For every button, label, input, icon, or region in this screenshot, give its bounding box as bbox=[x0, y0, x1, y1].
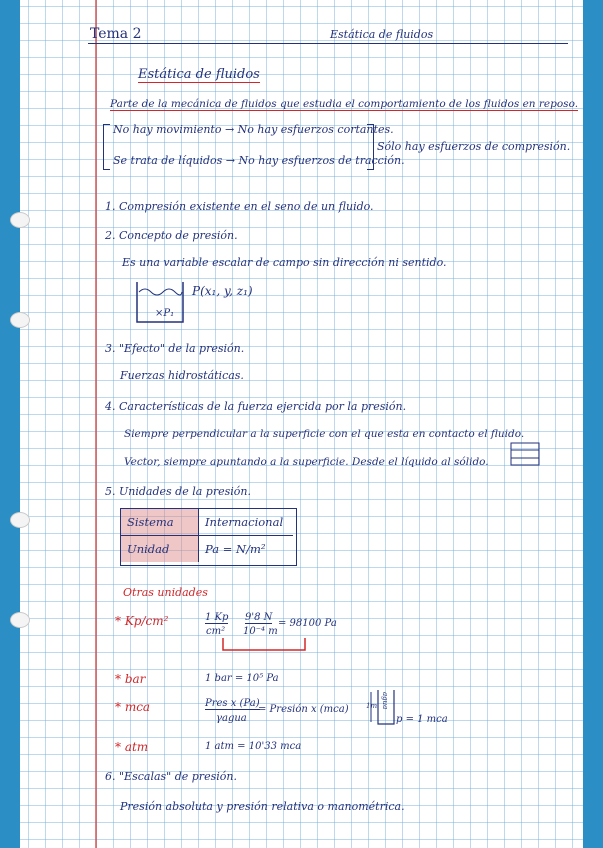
mca-numerator: Pres x (Pa) bbox=[205, 698, 260, 709]
item-1: 1. Compresión existente en el seno de un fluido. bbox=[105, 200, 374, 213]
point-label: ×P₁ bbox=[155, 308, 175, 319]
unit-bar-label: * bar bbox=[115, 672, 146, 686]
item-5: 5. Unidades de la presión. bbox=[105, 485, 251, 498]
item-2-text: Es una variable escalar de campo sin dirección ni sentido. bbox=[122, 256, 447, 269]
kp-newton-numerator: 9'8 N bbox=[245, 612, 273, 623]
item-6: 6. "Escalas" de presión. bbox=[105, 770, 237, 783]
item-4-text-1: Siempre perpendicular a la superficie con el que esta en contacto el fluido. bbox=[124, 428, 525, 440]
item-3: 3. "Efecto" de la presión. bbox=[105, 342, 245, 355]
kp-newton-denominator: 10⁻⁴ m bbox=[243, 626, 278, 637]
subject-label: Estática de fluidos bbox=[330, 28, 434, 41]
table-cell: Internacional bbox=[199, 509, 293, 536]
other-units-title: Otras unidades bbox=[123, 586, 208, 599]
mca-denominator: γagua bbox=[216, 713, 247, 724]
unit-kp-label: * Kp/cm² bbox=[115, 614, 169, 628]
binder-hole bbox=[10, 312, 30, 328]
kp-numerator: 1 Kp bbox=[205, 612, 229, 623]
table-cell: Sistema bbox=[121, 509, 199, 536]
condition-2: Se trata de líquidos → No hay esfuerzos de tracción. bbox=[113, 154, 405, 167]
kp-result: = 98100 Pa bbox=[278, 618, 337, 629]
table-cell: Pa = N/m² bbox=[205, 542, 266, 556]
section-title: Estática de fluidos bbox=[138, 67, 260, 82]
left-brace bbox=[103, 124, 110, 170]
mca-p-label: p = 1 mca bbox=[396, 714, 448, 725]
pressure-formula: P(x₁, y, z₁) bbox=[192, 284, 253, 298]
mca-height-label: 1m bbox=[366, 702, 378, 710]
bar-equation: 1 bar = 10⁵ Pa bbox=[205, 673, 279, 684]
red-margin-line bbox=[95, 0, 97, 848]
binder-hole bbox=[10, 612, 30, 628]
conclusion-text: Sólo hay esfuerzos de compresión. bbox=[377, 140, 571, 153]
unit-atm-label: * atm bbox=[115, 740, 149, 754]
item-4-text-2: Vector, siempre apuntando a la superficie. Desde el líquido al sólido. bbox=[124, 456, 489, 468]
table-cell: Unidad bbox=[121, 536, 199, 562]
topic-label: Tema 2 bbox=[90, 26, 142, 42]
left-blue-margin bbox=[0, 0, 20, 848]
unit-mca-label: * mca bbox=[115, 700, 151, 714]
item-2: 2. Concepto de presión. bbox=[105, 229, 238, 242]
item-4: 4. Características de la fuerza ejercida por la presión. bbox=[105, 400, 407, 413]
red-bracket bbox=[220, 636, 310, 656]
binder-hole bbox=[10, 212, 30, 228]
atm-equation: 1 atm = 10'33 mca bbox=[205, 741, 302, 752]
kp-denominator: cm² bbox=[206, 626, 226, 637]
mca-water-label: agua bbox=[381, 692, 389, 710]
force-vectors-sketch bbox=[508, 440, 542, 468]
intro-text: Parte de la mecánica de fluidos que estudia el comportamiento de los fluidos en reposo. bbox=[110, 98, 579, 110]
item-3-text: Fuerzas hidrostáticas. bbox=[120, 369, 244, 382]
condition-1: No hay movimiento → No hay esfuerzos cortantes. bbox=[113, 123, 394, 136]
right-blue-margin bbox=[583, 0, 603, 848]
header-rule bbox=[88, 43, 568, 44]
right-brace bbox=[367, 124, 374, 170]
mca-result: = Presión x (mca) bbox=[258, 704, 349, 715]
units-table bbox=[120, 508, 297, 566]
item-6-text: Presión absoluta y presión relativa o manométrica. bbox=[120, 800, 405, 813]
binder-hole bbox=[10, 512, 30, 528]
